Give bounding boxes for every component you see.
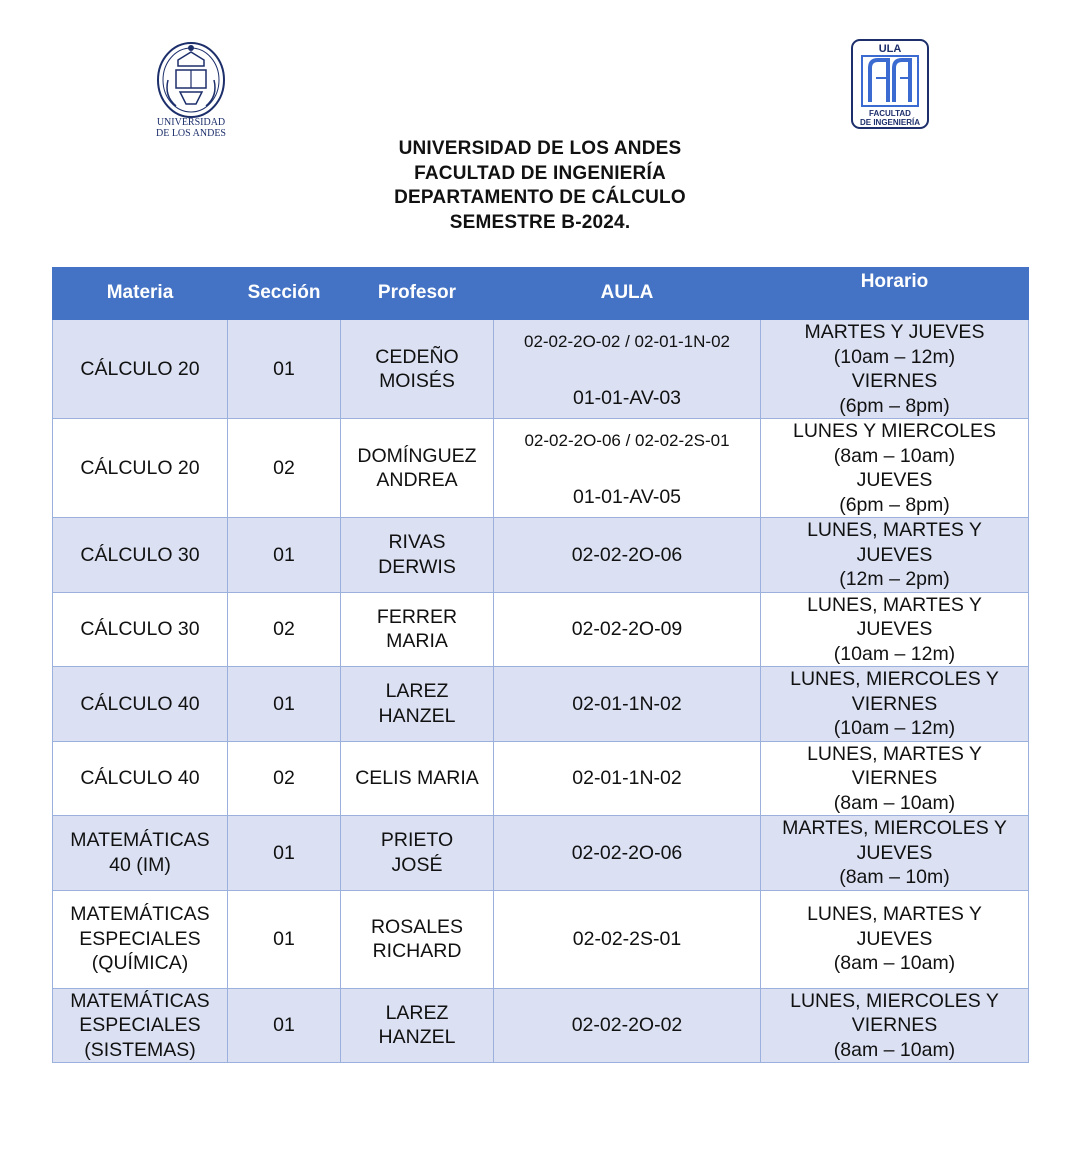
materia-cell-line: CÁLCULO 40 [80,692,200,715]
materia-cell-line: CÁLCULO 30 [80,618,200,640]
seccion-cell: 01 [228,890,341,988]
aula-cell-line: 02-02-2O-06 [571,841,683,864]
profesor-cell-line: ROSALES [370,915,464,938]
profesor-cell-line: PRIETO [380,829,454,852]
seccion-cell: 02 [228,592,341,667]
aula-cell-line: 02-02-2O-02 [571,1014,683,1036]
column-header-aula: AULA [494,268,761,320]
materia-cell-line: ESPECIALES [79,927,201,950]
profesor-cell [341,592,494,667]
horario-cell-line: LUNES Y MIERCOLES [792,420,997,442]
horario-cell-line: JUEVES [856,543,933,566]
profesor-cell-line: CELIS MARIA [355,767,479,789]
horario-cell-line: (10am – 12m) [833,717,956,739]
horario-cell [761,741,1029,816]
aula-lines [498,425,756,511]
table-row [53,667,1029,742]
horario-cell [761,518,1029,593]
horario-cell-line: JUEVES [856,841,933,864]
horario-cell-line: VIERNES [851,370,938,392]
profesor-cell [341,890,494,988]
horario-cell-line: LUNES, MARTES Y [807,519,982,541]
horario-cell-line: (8am – 10m) [839,866,950,888]
horario-cell [761,320,1029,419]
column-header-profesor: Profesor [341,268,494,320]
materia-cell-line: CÁLCULO 40 [80,767,200,789]
profesor-cell [341,988,494,1063]
materia-cell [53,419,228,518]
materia-cell [53,592,228,667]
aula-cell-line: 02-02-2O-02 / 02-01-1N-02 [523,332,730,351]
horario-cell [761,988,1029,1063]
profesor-cell-line: RICHARD [372,940,462,962]
column-header-seccion: Sección [228,268,341,320]
header-semester: SEMESTRE B-2024. [449,211,631,233]
header-university: UNIVERSIDAD DE LOS ANDES [398,138,682,159]
profesor-cell-line: DOMÍNGUEZ [357,444,477,467]
materia-cell-line: (QUÍMICA) [91,952,189,975]
university-seal-icon [150,40,232,120]
profesor-cell-line: MOISÉS [379,370,455,392]
horario-cell-line: MARTES Y JUEVES [804,321,985,343]
profesor-cell-line: LAREZ [385,1001,449,1024]
table-row [53,816,1029,891]
table-row [53,890,1029,988]
seccion-cell: 02 [228,419,341,518]
seccion-cell: 01 [228,988,341,1063]
horario-cell [761,592,1029,667]
horario-cell [761,890,1029,988]
horario-cell-line: VIERNES [851,692,938,715]
logo-caption-1: UNIVERSIDAD [156,117,226,128]
table-row [53,518,1029,593]
materia-cell-line: MATEMÁTICAS [70,829,210,852]
column-header-horario: Horario [761,268,1029,320]
table-body [53,320,1029,1063]
horario-cell-line: (10am – 12m) [833,345,956,368]
profesor-cell-line: HANZEL [378,704,456,727]
materia-cell-line: MATEMÁTICAS [70,989,210,1012]
horario-cell [761,816,1029,891]
horario-cell-line: JUEVES [856,927,933,950]
profesor-cell-line: JOSÉ [391,853,443,876]
materia-cell [53,667,228,742]
materia-cell-line: (SISTEMAS) [84,1038,196,1061]
horario-cell-line: (10am – 12m) [833,642,956,665]
profesor-cell [341,320,494,419]
table-row [53,741,1029,816]
aula-lines [498,326,756,412]
profesor-cell-line: RIVAS [388,531,446,554]
faculty-engineering-logo [850,38,932,132]
column-header-materia: Materia [53,268,228,320]
aula-cell [494,741,761,816]
table-row [53,592,1029,667]
aula-cell [494,816,761,891]
materia-cell-line: ESPECIALES [79,1014,201,1036]
seccion-cell: 02 [228,741,341,816]
horario-cell-line: VIERNES [851,767,938,789]
aula-cell [494,320,761,419]
aula-cell [494,518,761,593]
profesor-cell-line: ANDREA [376,469,458,491]
aula-cell [494,667,761,742]
profesor-cell-line: CEDEÑO [375,345,459,368]
horario-cell [761,419,1029,518]
schedule-table [52,267,1029,1063]
table-row [53,988,1029,1063]
horario-cell-line: (6pm – 8pm) [839,394,950,417]
logo-caption-2: DE LOS ANDES [155,128,226,139]
materia-cell [53,988,228,1063]
aula-cell-line: 02-01-1N-02 [572,692,682,715]
aula-cell [494,419,761,518]
horario-cell-line: LUNES, MARTES Y [807,742,982,765]
horario-cell-line: LUNES, MIERCOLES Y [790,989,999,1012]
horario-cell-line: JUEVES [856,618,933,640]
profesor-cell [341,816,494,891]
profesor-cell-line: FERRER [376,605,458,628]
materia-cell-line: 40 (IM) [109,853,171,876]
horario-cell-line: (8am – 10am) [833,1038,956,1061]
profesor-cell [341,667,494,742]
ula-university-logo [150,40,232,140]
profesor-cell-line: DERWIS [378,555,456,578]
header-faculty: FACULTAD DE INGENIERÍA [414,162,666,184]
header-department: DEPARTAMENTO DE CÁLCULO [394,187,686,208]
horario-cell-line: VIERNES [851,1014,938,1036]
logo-ingenieria-text: DE INGENIERÍA [859,118,921,127]
materia-cell [53,320,228,419]
aula-cell-line: 02-02-2O-06 / 02-02-2S-01 [524,431,730,450]
materia-cell [53,518,228,593]
horario-cell-line: (12m – 2pm) [839,568,950,590]
aula-cell [494,592,761,667]
profesor-cell-line: HANZEL [378,1026,456,1049]
seccion-cell: 01 [228,816,341,891]
table-row [53,419,1029,518]
table-row [53,320,1029,419]
materia-cell [53,816,228,891]
horario-cell-line: LUNES, MIERCOLES Y [790,668,999,690]
materia-cell-line: CÁLCULO 20 [80,357,200,380]
aula-cell-line: 01-01-AV-03 [572,386,682,409]
logo-ula-text: ULA [878,43,902,55]
profesor-cell [341,419,494,518]
horario-cell-line: (8am – 10am) [833,791,956,814]
horario-cell-line: MARTES, MIERCOLES Y [782,817,1007,839]
aula-cell [494,988,761,1063]
profesor-cell [341,741,494,816]
materia-cell-line: CÁLCULO 20 [80,456,200,479]
horario-cell-line: LUNES, MARTES Y [807,593,982,616]
seccion-cell: 01 [228,320,341,419]
aula-cell [494,890,761,988]
materia-cell-line: MATEMÁTICAS [70,903,210,926]
document-header [0,137,1080,235]
table-header-row [53,268,1029,320]
engineering-shield-icon [850,38,932,132]
aula-cell-line: 01-01-AV-05 [572,485,682,508]
horario-cell-line: JUEVES [856,469,933,491]
aula-cell-line: 02-02-2S-01 [572,927,682,950]
profesor-cell-line: LAREZ [385,680,449,703]
aula-cell-line: 02-02-2O-09 [571,618,683,640]
horario-cell [761,667,1029,742]
seccion-cell: 01 [228,518,341,593]
logo-facultad-text: FACULTAD [869,109,911,118]
materia-cell-line: CÁLCULO 30 [80,543,200,566]
horario-cell-line: (6pm – 8pm) [839,493,950,516]
aula-cell-line: 02-02-2O-06 [571,543,683,566]
materia-cell [53,890,228,988]
horario-cell-line: (8am – 10am) [833,444,956,467]
profesor-cell-line: MARIA [386,630,448,653]
materia-cell [53,741,228,816]
seccion-cell: 01 [228,667,341,742]
aula-cell-line: 02-01-1N-02 [572,767,682,789]
horario-cell-line: LUNES, MARTES Y [807,903,982,926]
horario-cell-line: (8am – 10am) [833,952,956,975]
profesor-cell [341,518,494,593]
